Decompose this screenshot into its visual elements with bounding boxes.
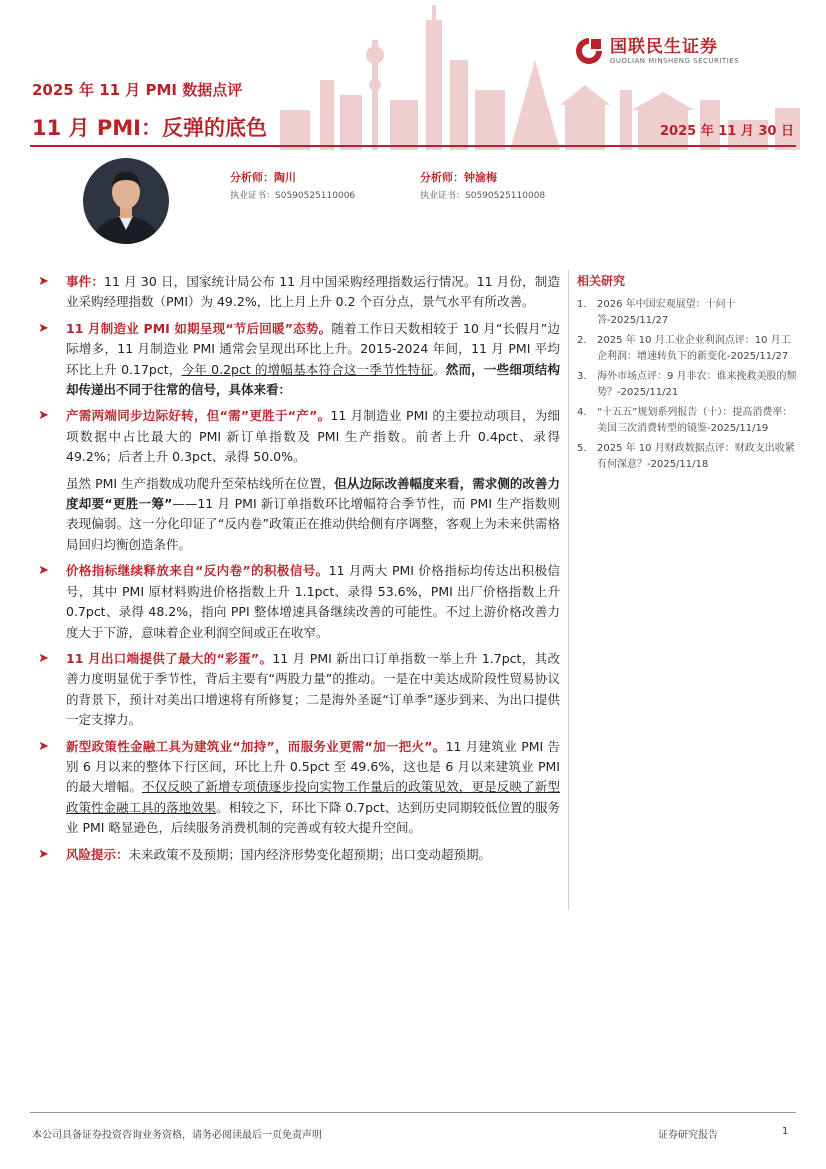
- para-underline: 今年 0.2pct 的增幅基本符合这一季节性特征: [181, 361, 434, 377]
- page-number: 1: [782, 1126, 789, 1137]
- list-item[interactable]: [577, 441, 799, 473]
- item-text[interactable]: 海外市场点评：9 月非农：谁来挽救美股的颓势？-2025/11/21: [597, 371, 797, 398]
- para-text: 随着工作日天数相较于 10 月“长假月”边际增多，11 月制造业 PMI 通常会呈现出环比上升。2015-2024 年间，11 月 PMI 平均环比上升 0.17pct，: [66, 320, 560, 377]
- analyst-name: 分析师：陶川: [230, 171, 296, 184]
- para-lead: 价格指标继续释放来自“反内卷”的积极信号。: [66, 563, 329, 579]
- analyst-cert: 执业证书：S0590525110006: [230, 191, 356, 201]
- item-number: 3.: [577, 371, 587, 382]
- sidebar-divider: [568, 270, 569, 910]
- report-kind: 2025 年 11 月 PMI 数据点评: [32, 81, 243, 99]
- para-bold: 但从边际改善幅度来看，需求侧的改善力度却要“更胜一筹”: [66, 475, 560, 512]
- related-research: [577, 272, 799, 477]
- paragraph-prices: [38, 561, 560, 643]
- list-item[interactable]: [577, 297, 799, 329]
- analyst-photo-icon: [83, 158, 169, 244]
- para-text: 11 月制造业 PMI 的主要拉动项目，为细项数据中占比最大的 PMI 新订单指数及 PMI 生产指数。前者上升 0.4pct、录得 49.2%；后者上升 0.3pct、录得 50.0%。: [66, 408, 560, 465]
- company-logo: [574, 36, 739, 66]
- paragraph-risk: [38, 845, 560, 865]
- arrow-bullet-icon: ➤: [38, 650, 49, 666]
- sidebar-title: 相关研究: [577, 274, 626, 288]
- arrow-bullet-icon: ➤: [38, 846, 49, 862]
- analyst-name: 分析师：钟渝梅: [420, 171, 497, 184]
- para-lead: 新型政策性金融工具为建筑业“加持”，而服务业更需“加一把火”。: [66, 738, 446, 754]
- paragraph-production: [38, 474, 560, 556]
- paragraph-event: [38, 272, 560, 313]
- page-title: 11 月 PMI：反弹的底色: [32, 116, 267, 140]
- para-text: ——11 月 PMI 新订单指数环比增幅符合季节性，而 PMI 生产指数则表现偏弱。这一分化印证了“反内卷”政策正在推动供给侧有序调整，客观上为未来供需格局回归均衡创造条件。: [66, 496, 561, 552]
- item-number: 4.: [577, 407, 587, 418]
- para-text: 11 月 30 日，国家统计局公布 11 月中国采购经理指数运行情况。11 月份，制造业采购经理指数（PMI）为 49.2%，比上月上升 0.2 个百分点，景气水平有所改善。: [66, 274, 560, 310]
- para-bold: 然而，一些细项结构却传递出不同于往常的信号，具体来看：: [66, 361, 560, 398]
- arrow-bullet-icon: ➤: [38, 563, 49, 579]
- para-text: 。相较之下，环比下降 0.7pct、达到历史同期较低位置的服务业 PMI 略显逊色，后续服务消费机制的完善或有较大提升空间。: [66, 799, 560, 836]
- company-logo-icon: [574, 36, 604, 66]
- footer-divider: [30, 1112, 796, 1113]
- avatar: [83, 158, 169, 244]
- arrow-bullet-icon: ➤: [38, 274, 49, 289]
- para-text: 11 月 PMI 新出口订单指数一举上升 1.7pct，其改善力度明显优于季节性，背后主要有“两股力量”的推动。一是在中美达成阶段性贸易协议的背景下，预计对美出口增速将有所修复；二是海外圣诞“订单季”逐步到来、为出口提供一定支撑力。: [66, 650, 560, 728]
- para-text: 未来政策不及预期；国内经济形势变化超预期；出口变动超预期。: [128, 846, 492, 862]
- para-lead: 事件：: [66, 274, 105, 289]
- arrow-bullet-icon: ➤: [38, 320, 49, 336]
- para-underline: 不仅反映了新增专项债逐步投向实物工作量后的政策见效，更是反映了新型政策性金融工具的落地效果: [66, 779, 560, 815]
- para-lead: 风险提示：: [66, 846, 129, 862]
- item-text[interactable]: “十五五”规划系列报告（十）：提高消费率：美国三次消费转型的镜鉴-2025/11/19: [597, 407, 793, 434]
- main-content: [38, 272, 560, 871]
- analyst-cert: 执业证书：S0590525110008: [420, 191, 546, 201]
- paragraph-supply-demand: [38, 406, 560, 467]
- analyst-1: [230, 171, 355, 202]
- paragraph-construction: [38, 737, 560, 839]
- logo-en-text: GUOLIAN MINSHENG SECURITIES: [610, 56, 740, 65]
- list-item[interactable]: [577, 405, 799, 437]
- paragraph-manufacturing: [38, 319, 560, 401]
- item-text[interactable]: 2025 年 10 月工业企业利润点评：10 月工企利润：增速转负下的新变化-2025/11/27: [597, 335, 791, 362]
- para-text: 。: [433, 361, 446, 377]
- footer-report-type: 证券研究报告: [658, 1130, 718, 1141]
- analyst-2: [420, 171, 545, 202]
- item-text[interactable]: 2026 年中国宏观展望：十问十答-2025/11/27: [597, 299, 736, 326]
- item-text[interactable]: 2025 年 10 月财政数据点评：财政支出收紧有何深意？-2025/11/18: [597, 443, 795, 470]
- para-lead: 产需两端同步边际好转，但“需”更胜于“产”。: [66, 408, 331, 424]
- para-text: 11 月两大 PMI 价格指标均传达出积极信号，其中 PMI 原材料购进价格指数上升 1.1pct、录得 53.6%，PMI 出厂价格指数上升 0.7pct、录得 48.2%，指向 PPI 整体增速具备继续改善的可能性。不过上游价格改善力度大于下游，意味着企业利润空间或正在收窄。: [66, 563, 560, 640]
- report-date: 2025 年 11 月 30 日: [660, 124, 794, 139]
- item-number: 1.: [577, 299, 587, 310]
- para-text: 虽然 PMI 生产指数成功爬升至荣枯线所在位置，: [66, 475, 335, 491]
- arrow-bullet-icon: ➤: [38, 738, 49, 754]
- paragraph-exports: [38, 649, 560, 731]
- list-item[interactable]: [577, 333, 799, 365]
- list-item[interactable]: [577, 369, 799, 401]
- item-number: 5.: [577, 443, 587, 454]
- para-text: 11 月建筑业 PMI 告别 6 月以来的整体下行区间，环比上升 0.5pct 至 49.6%，这也是 6 月以来建筑业 PMI 的最大增幅。: [66, 738, 560, 795]
- footer-disclaimer: 本公司具备证券投资咨询业务资格，请务必阅读最后一页免责声明: [32, 1130, 322, 1141]
- para-lead: 11 月制造业 PMI 如期呈现“节后回暖”态势。: [66, 320, 332, 336]
- arrow-bullet-icon: ➤: [38, 408, 49, 424]
- title-divider: [30, 145, 796, 147]
- para-lead: 11 月出口端提供了最大的“彩蛋”。: [66, 650, 273, 666]
- logo-cn-text: 国联民生证券: [610, 36, 718, 57]
- item-number: 2.: [577, 335, 587, 346]
